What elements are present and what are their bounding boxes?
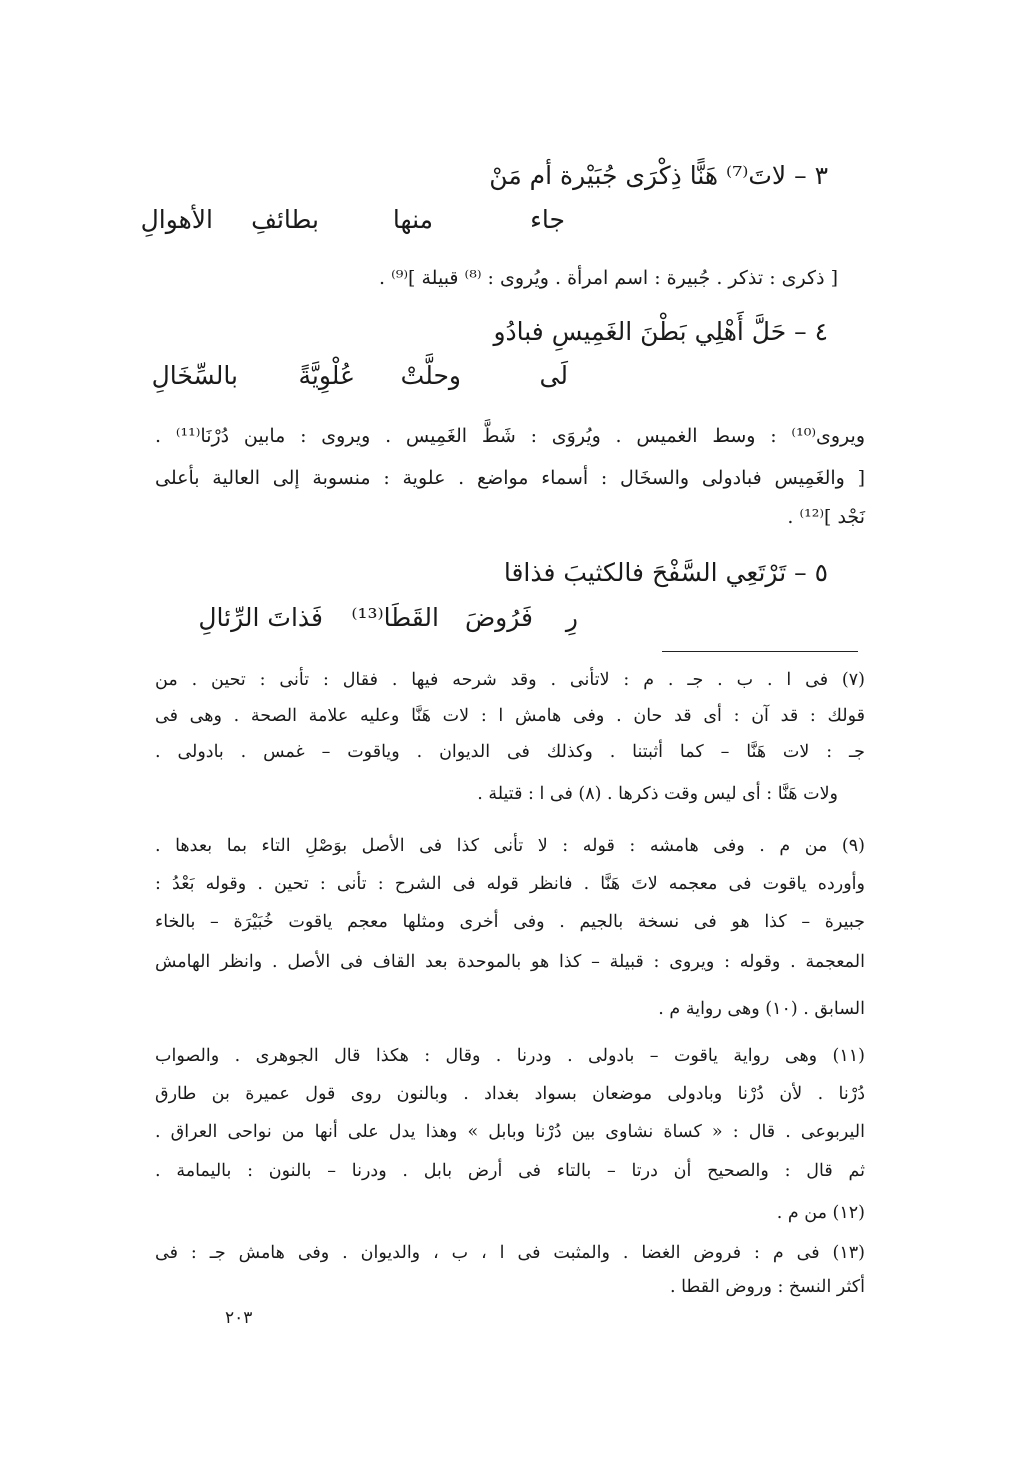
footnote-separator: [662, 651, 858, 652]
footnote-line: قولك : قد آن : أى قد حان . وفى هامش ا : لات هَنَّا وعليه علامة الصحة . وهى فى: [155, 706, 865, 726]
verse-5-word: القَطَا⁽¹³⁾: [351, 603, 439, 632]
footnote-line: دُرْنا . لأن دُرْنا وبادولى موضعان بسواد بغداد . وبالنون روى قول عميرة بن طارق: [155, 1084, 865, 1104]
verse-5-first-hemistich: ٥ – تَرْتَعِي السَّفْحَ فالكثيبَ فذاقا: [503, 558, 828, 587]
footnote-line: جـ : لات هَنَّا – كما أثبتنا . وكذلك فى الديوان . وياقوت – غمس . بادولى .: [155, 742, 865, 762]
verse-4-word: عُلْوِيَّةً: [298, 361, 355, 390]
footnote-line: (٧) فى ا . ب . جـ . م : لاتأنى . وقد شرحه فيها . فقال : تأنى : تحين . من: [155, 670, 865, 690]
verse-3-word: منها: [392, 205, 433, 234]
footnote-line: السابق . (١٠) وهى رواية م .: [658, 999, 865, 1019]
verse-4-commentary-line: [ والغَمِيس فبادولى والسخَال : أسماء مواضع . علوية : منسوبة إلى العالية بأعلى: [155, 467, 865, 489]
footnote-line: (٩) من م . وفى هامشه : قوله : لا تأنى كذا فى الأصل بوَصْلِ التاء بما بعدها .: [155, 836, 865, 856]
footnote-line: جبيرة – كذا هو فى نسخة بالجيم . وفى أخرى ومثلها معجم ياقوت خُبَيْرَة – بالخاء: [155, 912, 865, 932]
verse-4-commentary-line: نَجْد ]⁽¹²⁾ .: [787, 506, 865, 528]
footnote-line: أكثر النسخ : وروض القطا .: [669, 1277, 865, 1297]
verse-4-word: وحلَّتْ: [400, 361, 461, 390]
verse-3-word: بطائفِ: [251, 205, 319, 234]
verse-4-word: بالسِّخَالِ: [151, 361, 238, 390]
verse-4-first-hemistich: ٤ – حَلَّ أَهْلِي بَطْنَ الغَمِيسِ فبادُو: [493, 317, 828, 346]
verse-3-commentary: [ ذكرى : تذكر . جُبيرة : اسم امرأة . ويُروى : ⁽⁸⁾ قبيلة ]⁽⁹⁾ .: [378, 267, 838, 289]
footnote-line: اليربوعى . قال : « كساة نشاوى بين دُرْنا وبابل » وهذا يدل على أنها من نواحى العراق .: [155, 1122, 865, 1142]
page-number: ٢٠٣: [225, 1308, 253, 1328]
footnote-line: ثم قال : والصحيح أن درتا – بالتاء فى أرض بابل . ودرنا – بالنون : باليمامة .: [155, 1161, 865, 1181]
verse-4-commentary-line: ويروى⁽¹⁰⁾ : وسط الغميس . ويُروَى : شَطَّ الغَمِيس . ويروى : مابين دُرْنَا⁽¹¹⁾ .: [155, 425, 866, 447]
verse-5-word: فَرُوضَ: [464, 603, 533, 632]
footnote-line: المعجمة . وقوله : ويروى : قبيلة – كذا هو بالموحدة بعد القاف فى الأصل . وانظر الهامش: [155, 952, 865, 972]
verse-5-second-hemistich: [0, 605, 1013, 635]
verse-4-second-hemistich: [0, 363, 1013, 393]
verse-4-word: لَى: [539, 361, 568, 390]
verse-3-second-hemistich: [0, 207, 1013, 237]
footnote-line: (١٣) فى م : فروض الغضا . والمثبت فى ا ، ب ، والديوان . وفى هامش جـ : فى: [155, 1243, 865, 1263]
footnote-line: ولات هَنَّا : أى ليس وقت ذكرها . (٨) فى ا : قتيلة .: [477, 784, 838, 804]
footnote-line: (١١) وهى رواية ياقوت – بادولى . ودرنا . وقال : هكذا قال الجوهرى . والصواب: [155, 1046, 865, 1066]
footnote-line: (١٢) من م .: [776, 1203, 865, 1223]
verse-3-first-hemistich: ٣ – لاتَ⁽⁷⁾ هَنًّا ذِكْرَى جُبَيْرة أم مَنْ: [489, 161, 828, 190]
footnote-line: وأورده ياقوت فى معجمه لاتَ هَنَّا . فانظر قوله فى الشرح : تأنى : تحين . وقوله بَعْدُ :: [155, 874, 865, 894]
verse-5-word: رِ: [565, 603, 578, 632]
verse-3-word: الأهوالِ: [140, 205, 213, 234]
verse-5-word: فَذاتَ الرِّئالِ: [198, 603, 323, 632]
verse-3-word: جاء: [530, 205, 565, 234]
